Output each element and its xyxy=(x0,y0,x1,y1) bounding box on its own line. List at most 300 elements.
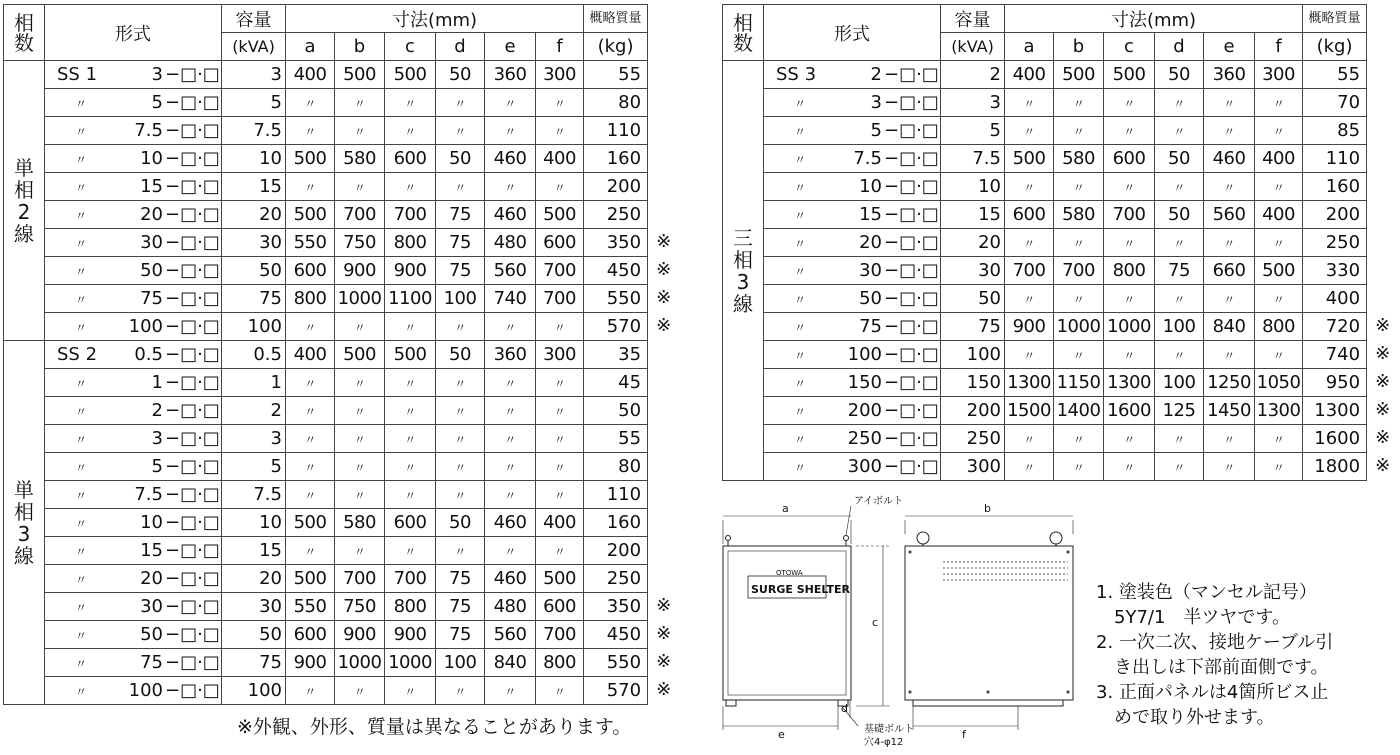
weight-cell: 550 xyxy=(584,285,648,313)
weight-cell: 250 xyxy=(584,201,648,229)
weight-cell: 80 xyxy=(584,453,648,481)
dim-cell-c: 900 xyxy=(385,257,436,285)
dim-cell-b: 〃 xyxy=(1054,285,1104,313)
dim-cell-d: 〃 xyxy=(1155,229,1204,257)
header-dim-d: d xyxy=(436,33,485,61)
weight-cell: 85 xyxy=(1303,117,1367,145)
dim-cell-e: 〃 xyxy=(1204,285,1255,313)
dim-cell-c: 600 xyxy=(385,509,436,537)
model-cell: 〃 20 −□·□ xyxy=(45,201,222,229)
dim-cell-c: 800 xyxy=(1104,257,1155,285)
note-mark: ※ xyxy=(656,258,672,280)
weight-cell: 330 xyxy=(1303,257,1367,285)
model-cell: 〃 200 −□·□ xyxy=(764,397,941,425)
table-row xyxy=(723,285,1367,313)
dim-cell-a: 900 xyxy=(286,649,335,677)
dim-cell-e: 〃 xyxy=(485,313,536,341)
header-capacity: 容量 xyxy=(941,5,1005,33)
dim-cell-b: 750 xyxy=(335,229,385,257)
dim-cell-e: 740 xyxy=(485,285,536,313)
dim-cell-c: 〃 xyxy=(385,397,436,425)
notes xyxy=(1096,580,1333,730)
header-dim-c: c xyxy=(1104,33,1155,61)
header-model: 形式 xyxy=(45,5,222,61)
capacity-cell: 100 xyxy=(941,341,1005,369)
dim-cell-d: 〃 xyxy=(436,453,485,481)
note-mark: ※ xyxy=(1375,370,1391,392)
note-line: 2. 一次二次、接地ケーブル引 xyxy=(1096,632,1334,653)
capacity-cell: 75 xyxy=(222,649,286,677)
capacity-cell: 20 xyxy=(222,201,286,229)
capacity-cell: 50 xyxy=(222,621,286,649)
table-row xyxy=(723,173,1367,201)
capacity-cell: 15 xyxy=(941,201,1005,229)
capacity-cell: 7.5 xyxy=(222,117,286,145)
dim-cell-f: 600 xyxy=(536,229,584,257)
dim-cell-f: 800 xyxy=(1255,313,1303,341)
table-row xyxy=(723,369,1367,397)
dim-cell-d: 50 xyxy=(436,61,485,89)
dim-cell-c: 500 xyxy=(1104,61,1155,89)
weight-cell: 160 xyxy=(1303,173,1367,201)
dim-cell-b: 〃 xyxy=(1054,89,1104,117)
model-cell: 〃 30 −□·□ xyxy=(764,257,941,285)
dim-cell-d: 100 xyxy=(1155,313,1204,341)
dim-cell-e: 〃 xyxy=(1204,117,1255,145)
capacity-cell: 75 xyxy=(222,285,286,313)
header-weight-unit: (kg) xyxy=(1303,33,1367,61)
spec-table-left xyxy=(3,4,648,705)
capacity-cell: 15 xyxy=(222,173,286,201)
dim-cell-a: 600 xyxy=(286,257,335,285)
dim-cell-b: 1000 xyxy=(335,285,385,313)
dim-label-a: a xyxy=(782,502,789,515)
dim-cell-f: 500 xyxy=(536,565,584,593)
header-phase: 相 数 xyxy=(4,5,45,61)
dim-cell-f: 400 xyxy=(536,509,584,537)
weight-cell: 250 xyxy=(1303,229,1367,257)
model-cell: 〃 50 −□·□ xyxy=(764,285,941,313)
table-row xyxy=(4,425,648,453)
table-row xyxy=(4,621,648,649)
capacity-cell: 100 xyxy=(222,677,286,705)
dim-cell-c: 700 xyxy=(1104,201,1155,229)
dim-cell-c: 800 xyxy=(385,593,436,621)
dim-cell-f: 〃 xyxy=(536,453,584,481)
weight-cell: 55 xyxy=(584,425,648,453)
table-row xyxy=(4,117,648,145)
note-line: 3. 正面パネルは4箇所ビス止 xyxy=(1096,682,1329,703)
model-cell: 〃 15 −□·□ xyxy=(764,201,941,229)
weight-cell: 70 xyxy=(1303,89,1367,117)
weight-cell: 80 xyxy=(584,89,648,117)
capacity-cell: 5 xyxy=(222,89,286,117)
model-cell: 〃 100 −□·□ xyxy=(45,677,222,705)
dim-cell-c: 1000 xyxy=(385,649,436,677)
dim-cell-c: 〃 xyxy=(1104,341,1155,369)
note-mark: ※ xyxy=(1375,342,1391,364)
dim-cell-f: 〃 xyxy=(536,117,584,145)
side-view-cabinet xyxy=(905,546,1073,700)
dim-label-d: d xyxy=(841,702,848,715)
table-row xyxy=(723,341,1367,369)
table-row xyxy=(723,229,1367,257)
table-row xyxy=(723,313,1367,341)
dim-cell-e: 840 xyxy=(485,649,536,677)
capacity-cell: 1 xyxy=(222,369,286,397)
model-cell: 〃 75 −□·□ xyxy=(764,313,941,341)
capacity-cell: 50 xyxy=(941,285,1005,313)
dim-cell-a: 〃 xyxy=(286,481,335,509)
dim-cell-c: 〃 xyxy=(385,481,436,509)
dim-cell-c: 600 xyxy=(1104,145,1155,173)
dim-cell-c: 〃 xyxy=(385,117,436,145)
weight-cell: 160 xyxy=(584,145,648,173)
dim-cell-d: 〃 xyxy=(1155,425,1204,453)
dim-cell-d: 75 xyxy=(436,257,485,285)
capacity-cell: 30 xyxy=(941,257,1005,285)
dim-cell-a: 500 xyxy=(286,201,335,229)
dim-cell-a: 〃 xyxy=(286,453,335,481)
dim-cell-f: 800 xyxy=(536,649,584,677)
model-cell: 〃 15 −□·□ xyxy=(45,173,222,201)
dim-cell-b: 700 xyxy=(335,565,385,593)
dim-cell-b: 〃 xyxy=(335,453,385,481)
model-cell: 〃 3 −□·□ xyxy=(45,425,222,453)
table-row xyxy=(4,61,648,89)
dim-cell-c: 〃 xyxy=(1104,117,1155,145)
dim-cell-f: 400 xyxy=(1255,145,1303,173)
dim-cell-a: 500 xyxy=(286,509,335,537)
model-cell: 〃 75 −□·□ xyxy=(45,285,222,313)
phase-cell: 三 相 3 線 xyxy=(723,61,764,481)
dim-cell-a: 〃 xyxy=(1005,89,1054,117)
dim-cell-e: 〃 xyxy=(485,117,536,145)
dim-cell-a: 900 xyxy=(1005,313,1054,341)
capacity-cell: 30 xyxy=(222,593,286,621)
model-cell: 〃 7.5 −□·□ xyxy=(45,481,222,509)
dim-cell-f: 400 xyxy=(1255,201,1303,229)
dim-cell-a: 〃 xyxy=(286,369,335,397)
weight-cell: 450 xyxy=(584,257,648,285)
dim-cell-c: 〃 xyxy=(385,369,436,397)
dim-cell-b: 〃 xyxy=(335,173,385,201)
weight-cell: 1800 xyxy=(1303,453,1367,481)
dim-cell-a: 400 xyxy=(286,61,335,89)
dim-cell-b: 1400 xyxy=(1054,397,1104,425)
dim-cell-e: 〃 xyxy=(485,397,536,425)
weight-cell: 200 xyxy=(584,537,648,565)
dim-cell-b: 500 xyxy=(335,341,385,369)
weight-cell: 720 xyxy=(1303,313,1367,341)
weight-cell: 740 xyxy=(1303,341,1367,369)
model-cell: 〃 7.5 −□·□ xyxy=(45,117,222,145)
weight-cell: 110 xyxy=(584,481,648,509)
weight-cell: 200 xyxy=(584,173,648,201)
dim-cell-b: 〃 xyxy=(1054,173,1104,201)
dim-cell-f: 〃 xyxy=(1255,453,1303,481)
capacity-cell: 200 xyxy=(941,397,1005,425)
dim-cell-d: 〃 xyxy=(436,89,485,117)
model-cell: 〃 30 −□·□ xyxy=(45,593,222,621)
dim-cell-c: 700 xyxy=(385,565,436,593)
dim-cell-f: 〃 xyxy=(1255,89,1303,117)
dim-cell-e: 360 xyxy=(1204,61,1255,89)
weight-cell: 45 xyxy=(584,369,648,397)
dim-cell-c: 〃 xyxy=(385,537,436,565)
dim-cell-d: 〃 xyxy=(436,677,485,705)
model-cell: 〃 10 −□·□ xyxy=(764,173,941,201)
dim-cell-e: 〃 xyxy=(485,677,536,705)
header-dim-c: c xyxy=(385,33,436,61)
dim-cell-d: 75 xyxy=(436,201,485,229)
header-dim-f: f xyxy=(536,33,584,61)
weight-cell: 55 xyxy=(584,61,648,89)
weight-cell: 110 xyxy=(1303,145,1367,173)
dim-cell-d: 75 xyxy=(436,229,485,257)
dim-cell-a: 800 xyxy=(286,285,335,313)
dim-cell-d: 50 xyxy=(1155,145,1204,173)
dim-cell-f: 500 xyxy=(1255,257,1303,285)
dim-cell-e: 560 xyxy=(485,257,536,285)
table-row xyxy=(4,257,648,285)
dim-cell-e: 〃 xyxy=(1204,89,1255,117)
dim-cell-c: 〃 xyxy=(1104,425,1155,453)
dim-cell-e: 460 xyxy=(485,145,536,173)
capacity-cell: 10 xyxy=(222,509,286,537)
dim-cell-c: 1100 xyxy=(385,285,436,313)
dim-cell-a: 600 xyxy=(286,621,335,649)
dim-cell-b: 1000 xyxy=(1054,313,1104,341)
weight-cell: 55 xyxy=(1303,61,1367,89)
note-line: き出しは下部前面側です。 xyxy=(1096,657,1329,678)
dim-cell-b: 750 xyxy=(335,593,385,621)
dim-cell-a: 500 xyxy=(1005,145,1054,173)
note-line: 5Y7/1 半ツヤです。 xyxy=(1096,607,1290,628)
dim-cell-a: 500 xyxy=(286,145,335,173)
dim-cell-f: 〃 xyxy=(536,677,584,705)
table-row xyxy=(4,369,648,397)
dim-cell-a: 600 xyxy=(1005,201,1054,229)
dim-cell-e: 〃 xyxy=(1204,425,1255,453)
dim-cell-a: 〃 xyxy=(286,397,335,425)
dim-cell-f: 〃 xyxy=(1255,117,1303,145)
dim-cell-c: 〃 xyxy=(1104,229,1155,257)
capacity-cell: 300 xyxy=(941,453,1005,481)
dim-cell-e: 1250 xyxy=(1204,369,1255,397)
dim-cell-f: 300 xyxy=(1255,61,1303,89)
table-row xyxy=(4,173,648,201)
table-row xyxy=(4,565,648,593)
dim-cell-b: 〃 xyxy=(1054,453,1104,481)
capacity-cell: 10 xyxy=(222,145,286,173)
dim-cell-e: 〃 xyxy=(1204,173,1255,201)
dim-cell-e: 〃 xyxy=(1204,453,1255,481)
dim-cell-f: 〃 xyxy=(536,481,584,509)
dim-cell-c: 〃 xyxy=(1104,453,1155,481)
phase-cell: 単 相 3 線 xyxy=(4,341,45,705)
dim-cell-d: 50 xyxy=(436,509,485,537)
dim-cell-b: 580 xyxy=(335,509,385,537)
header-dim-e: e xyxy=(1204,33,1255,61)
dim-cell-d: 75 xyxy=(436,565,485,593)
dim-cell-b: 〃 xyxy=(1054,341,1104,369)
dim-cell-c: 〃 xyxy=(385,425,436,453)
weight-cell: 200 xyxy=(1303,201,1367,229)
anchor-bolt-label: 基礎ボルト xyxy=(864,724,914,735)
dim-cell-d: 〃 xyxy=(1155,453,1204,481)
table-row xyxy=(723,117,1367,145)
header-dim-e: e xyxy=(485,33,536,61)
dim-cell-f: 〃 xyxy=(1255,229,1303,257)
dim-cell-d: 〃 xyxy=(436,369,485,397)
model-cell: 〃 20 −□·□ xyxy=(764,229,941,257)
note-mark: ※ xyxy=(1375,454,1391,476)
model-cell: 〃 3 −□·□ xyxy=(764,89,941,117)
dim-cell-f: 〃 xyxy=(536,89,584,117)
model-cell: 〃 100 −□·□ xyxy=(45,313,222,341)
model-cell: 〃 1 −□·□ xyxy=(45,369,222,397)
dim-cell-f: 〃 xyxy=(1255,425,1303,453)
dim-cell-f: 700 xyxy=(536,285,584,313)
model-cell: 〃 15 −□·□ xyxy=(45,537,222,565)
table-row xyxy=(723,89,1367,117)
note-line: めで取り外せます。 xyxy=(1096,707,1275,728)
model-cell: SS 3 2 −□·□ xyxy=(764,61,941,89)
header-phase: 相 数 xyxy=(723,5,764,61)
dim-cell-a: 〃 xyxy=(1005,117,1054,145)
dim-cell-e: 480 xyxy=(485,593,536,621)
header-capacity: 容量 xyxy=(222,5,286,33)
dim-cell-e: 〃 xyxy=(1204,229,1255,257)
dim-cell-e: 840 xyxy=(1204,313,1255,341)
dim-cell-b: 580 xyxy=(1054,145,1104,173)
table-row xyxy=(4,341,648,369)
dim-cell-a: 〃 xyxy=(286,425,335,453)
dim-cell-d: 〃 xyxy=(436,117,485,145)
model-cell: 〃 30 −□·□ xyxy=(45,229,222,257)
dim-cell-a: 550 xyxy=(286,229,335,257)
dim-cell-a: 〃 xyxy=(286,173,335,201)
header-dim-d: d xyxy=(1155,33,1204,61)
weight-cell: 570 xyxy=(584,677,648,705)
dim-cell-b: 〃 xyxy=(335,537,385,565)
dim-cell-f: 〃 xyxy=(1255,341,1303,369)
dim-cell-d: 100 xyxy=(436,649,485,677)
dim-cell-b: 〃 xyxy=(335,117,385,145)
table-row xyxy=(4,201,648,229)
table-row xyxy=(4,313,648,341)
dim-cell-e: 560 xyxy=(485,621,536,649)
weight-cell: 160 xyxy=(584,509,648,537)
dim-cell-f: 1300 xyxy=(1255,397,1303,425)
capacity-cell: 7.5 xyxy=(941,145,1005,173)
dim-cell-d: 〃 xyxy=(436,173,485,201)
dim-cell-a: 〃 xyxy=(1005,173,1054,201)
note-line: 1. 塗装色（マンセル記号） xyxy=(1096,582,1317,603)
dim-cell-c: 1300 xyxy=(1104,369,1155,397)
model-cell: 〃 10 −□·□ xyxy=(45,509,222,537)
dim-cell-b: 900 xyxy=(335,257,385,285)
dim-cell-e: 360 xyxy=(485,61,536,89)
note-mark: ※ xyxy=(1375,426,1391,448)
table-row xyxy=(4,89,648,117)
dim-cell-c: 600 xyxy=(385,145,436,173)
table-row xyxy=(4,649,648,677)
model-cell: 〃 100 −□·□ xyxy=(764,341,941,369)
dim-cell-e: 〃 xyxy=(1204,341,1255,369)
dim-cell-b: 580 xyxy=(335,145,385,173)
product-name-plate: SURGE SHELTER xyxy=(751,583,851,596)
dim-cell-f: 〃 xyxy=(536,397,584,425)
dim-cell-e: 560 xyxy=(1204,201,1255,229)
note-mark: ※ xyxy=(1375,314,1391,336)
header-weight-unit: (kg) xyxy=(584,33,648,61)
dim-cell-e: 460 xyxy=(1204,145,1255,173)
capacity-cell: 30 xyxy=(222,229,286,257)
weight-cell: 400 xyxy=(1303,285,1367,313)
header-dim-f: f xyxy=(1255,33,1303,61)
model-cell: 〃 75 −□·□ xyxy=(45,649,222,677)
dim-cell-a: 〃 xyxy=(1005,229,1054,257)
dim-cell-f: 300 xyxy=(536,61,584,89)
weight-cell: 1300 xyxy=(1303,397,1367,425)
weight-cell: 50 xyxy=(584,397,648,425)
dim-cell-b: 〃 xyxy=(335,677,385,705)
note-mark: ※ xyxy=(656,678,672,700)
capacity-cell: 2 xyxy=(941,61,1005,89)
dim-cell-b: 700 xyxy=(335,201,385,229)
model-cell: 〃 20 −□·□ xyxy=(45,565,222,593)
dim-cell-d: 〃 xyxy=(1155,285,1204,313)
dim-cell-f: 700 xyxy=(536,621,584,649)
dim-cell-a: 〃 xyxy=(286,677,335,705)
dim-cell-a: 〃 xyxy=(286,117,335,145)
capacity-cell: 7.5 xyxy=(222,481,286,509)
dim-cell-c: 500 xyxy=(385,341,436,369)
model-cell: 〃 2 −□·□ xyxy=(45,397,222,425)
phase-cell: 単 相 2 線 xyxy=(4,61,45,341)
dim-cell-a: 〃 xyxy=(1005,453,1054,481)
capacity-cell: 20 xyxy=(222,565,286,593)
capacity-cell: 2 xyxy=(222,397,286,425)
model-cell: 〃 7.5 −□·□ xyxy=(764,145,941,173)
dim-cell-e: 〃 xyxy=(485,89,536,117)
dim-label-e: e xyxy=(778,728,785,741)
dim-cell-b: 〃 xyxy=(1054,117,1104,145)
dim-cell-e: 460 xyxy=(485,509,536,537)
dim-cell-f: 700 xyxy=(536,257,584,285)
dim-cell-d: 75 xyxy=(436,621,485,649)
dim-cell-c: 700 xyxy=(385,201,436,229)
table-row xyxy=(723,61,1367,89)
weight-cell: 250 xyxy=(584,565,648,593)
dim-cell-d: 〃 xyxy=(436,313,485,341)
dim-cell-e: 1450 xyxy=(1204,397,1255,425)
header-dim-b: b xyxy=(335,33,385,61)
dim-cell-e: 〃 xyxy=(485,173,536,201)
dim-cell-b: 580 xyxy=(1054,201,1104,229)
dim-cell-b: 500 xyxy=(335,61,385,89)
header-row xyxy=(723,5,1367,33)
dim-cell-f: 400 xyxy=(536,145,584,173)
note-mark: ※ xyxy=(656,314,672,336)
header-dimensions: 寸法(mm) xyxy=(286,5,584,33)
header-weight: 概略質量 xyxy=(1303,5,1367,33)
dim-cell-e: 〃 xyxy=(485,369,536,397)
header-dimensions: 寸法(mm) xyxy=(1005,5,1303,33)
dim-cell-a: 〃 xyxy=(1005,341,1054,369)
